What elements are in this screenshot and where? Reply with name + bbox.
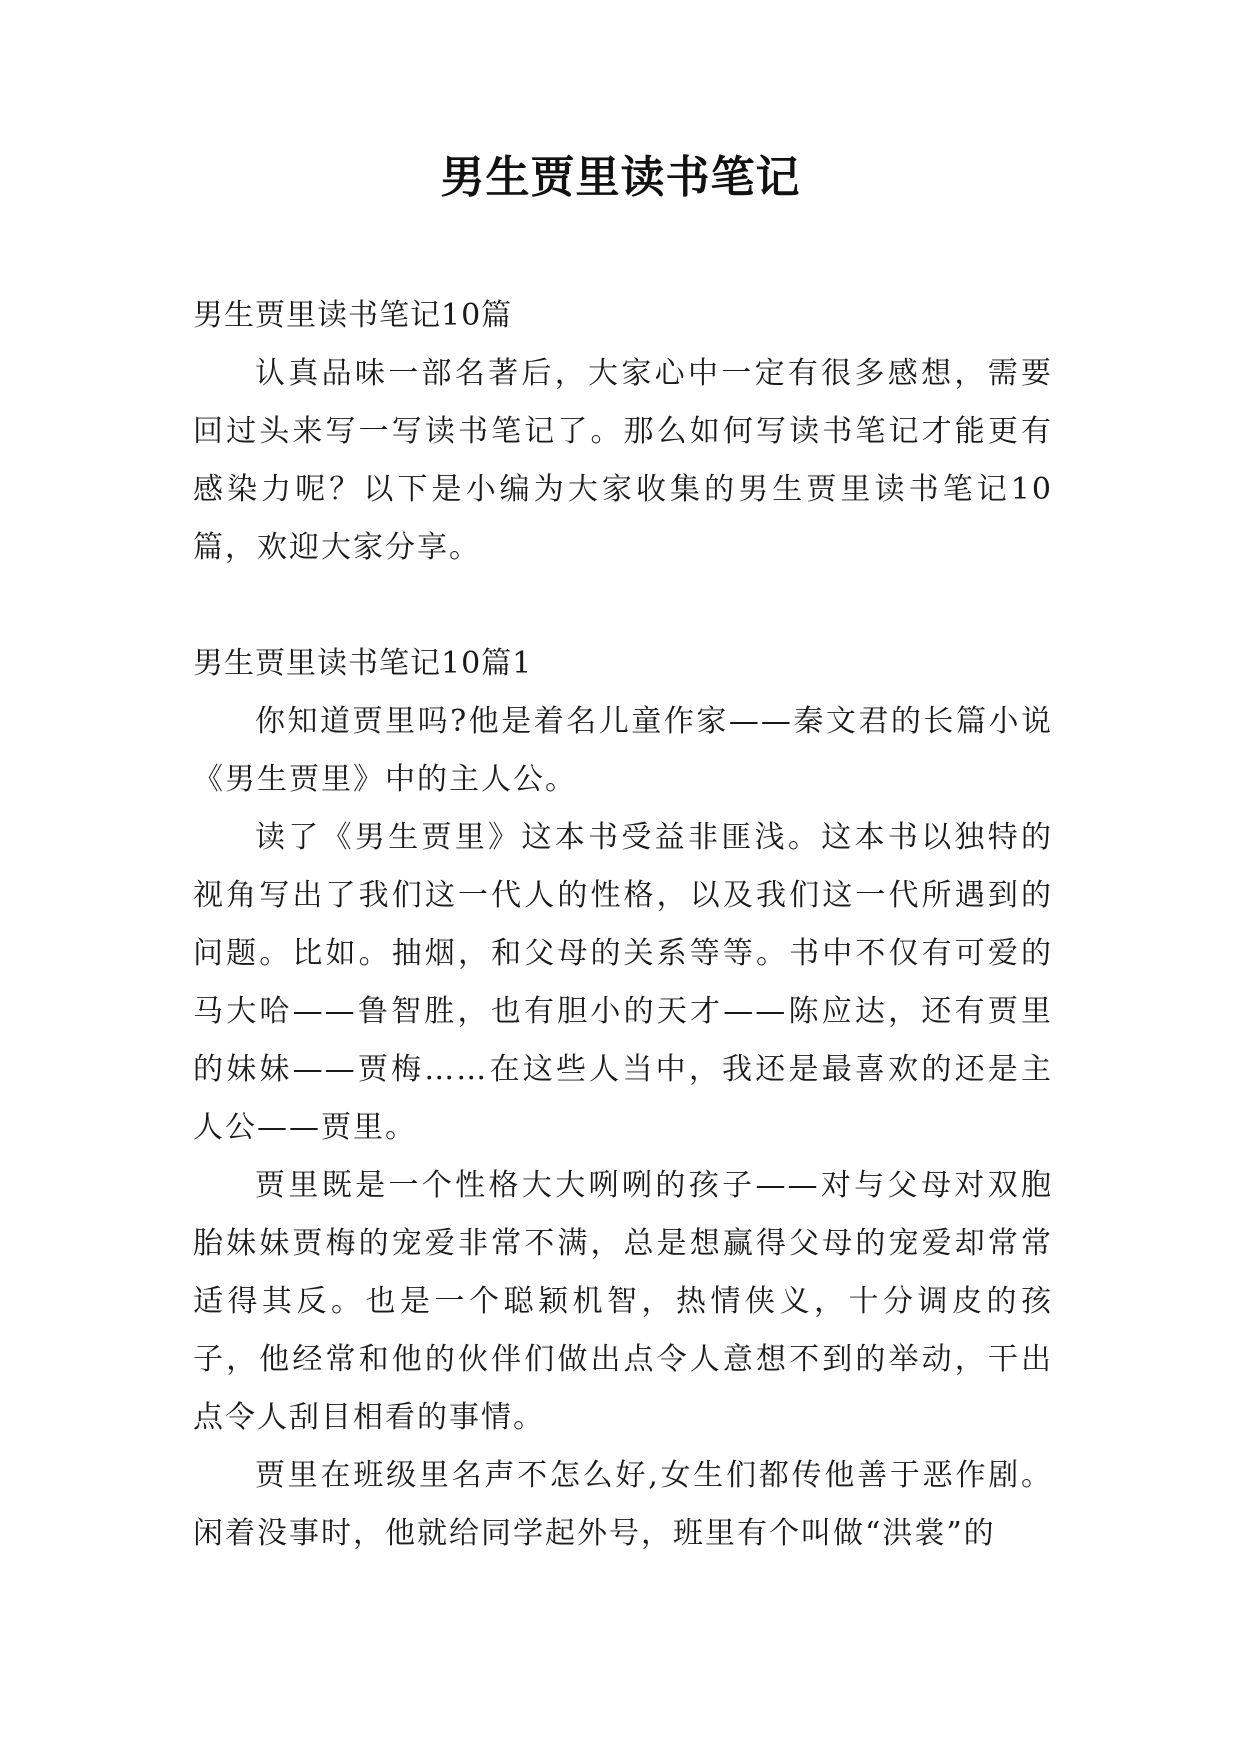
document-title: 男生贾里读书笔记 (440, 152, 801, 203)
body-paragraph: 你知道贾里吗?他是着名儿童作家——秦文君的长篇小说《男生贾里》中的主人公。 (193, 704, 1053, 797)
intro-paragraph: 认真品味一部名著后，大家心中一定有很多感想，需要回过头来写一写读书笔记了。那么如何写读书笔记才能更有感染力呢？以下是小编为大家收集的男生贾里读书笔记10篇，欢迎大家分享。 (193, 356, 1053, 565)
body-paragraph: 贾里在班级里名声不怎么好,女生们都传他善于恶作剧。闲着没事时，他就给同学起外号，班里有个叫做“洪裳”的 (193, 1458, 1053, 1551)
body-paragraph: 贾里既是一个性格大大咧咧的孩子——对与父母对双胞胎妹妹贾梅的宠爱非常不满，总是想赢得父母的宠爱却常常适得其反。也是一个聪颖机智，热情侠义，十分调皮的孩子，他经常和他的伙伴们做出点令人意想不到的举动，干出点令人刮目相看的事情。 (193, 1168, 1053, 1435)
section-heading: 男生贾里读书笔记10篇1 (193, 646, 533, 681)
spacer (193, 577, 1053, 635)
document-body (193, 287, 1053, 1563)
body-paragraph: 读了《男生贾里》这本书受益非匪浅。这本书以独特的视角写出了我们这一代人的性格，以及我们这一代所遇到的问题。比如。抽烟，和父母的关系等等。书中不仅有可爱的马大哈——鲁智胜，也有胆小的天才——陈应达，还有贾里的妹妹——贾梅……在这些人当中，我还是最喜欢的还是主人公——贾里。 (193, 820, 1053, 1145)
document-subtitle: 男生贾里读书笔记10篇 (193, 298, 513, 333)
